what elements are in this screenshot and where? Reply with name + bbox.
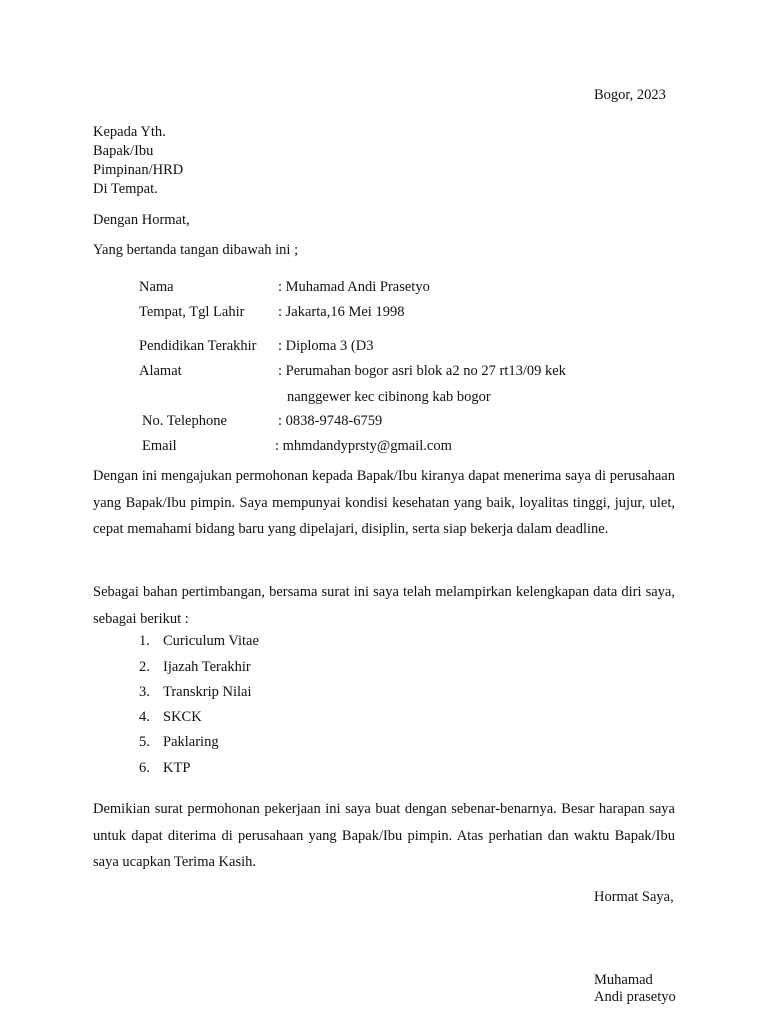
place-date: Bogor, 2023 (594, 87, 666, 103)
attachment-item-4: SKCK (163, 709, 202, 725)
education-value: : Diploma 3 (D3 (278, 338, 374, 354)
salutation: Dengan Hormat, (93, 212, 190, 228)
attachment-number-4: 4. (139, 709, 150, 725)
attachment-item-3: Transkrip Nilai (163, 684, 252, 700)
email-label: Email (142, 438, 177, 454)
closing-greeting: Hormat Saya, (594, 889, 674, 905)
paragraph-closing: Demikian surat permohonan pekerjaan ini saya buat dengan sebenar-benarnya. Besar harapan saya untuk dapat diterima di perusahaan yang Bapak/Ibu pimpin. Atas perhatian dan waktu Bapak/Ibu saya ucapkan Terima Kasih. (93, 801, 675, 870)
name-label: Nama (139, 279, 174, 295)
attachment-item-1: Curiculum Vitae (163, 633, 259, 649)
address-label: Alamat (139, 363, 182, 379)
birth-label: Tempat, Tgl Lahir (139, 304, 245, 320)
attachment-number-2: 2. (139, 659, 150, 675)
phone-value: : 0838-9748-6759 (278, 413, 383, 429)
attachment-number-6: 6. (139, 760, 150, 776)
attachment-number-5: 5. (139, 734, 150, 750)
attachment-item-6: KTP (163, 760, 191, 776)
attachment-number-1: 1. (139, 633, 150, 649)
intro-text: Yang bertanda tangan dibawah ini ; (93, 242, 299, 258)
recipient-line-4: Di Tempat. (93, 181, 158, 197)
paragraph-attachments-intro: Sebagai bahan pertimbangan, bersama surat ini saya telah melampirkan kelengkapan data diri saya, sebagai berikut : (93, 584, 675, 627)
attachment-item-5: Paklaring (163, 734, 219, 750)
paragraph-application: Dengan ini mengajukan permohonan kepada Bapak/Ibu kiranya dapat menerima saya di perusahaan yang Bapak/Ibu pimpin. Saya mempunyai kondisi kesehatan yang baik, loyalitas tinggi, jujur, ulet, cepat memahami bidang baru yang dipelajari, disiplin, serta siap bekerja dalam deadline. (93, 468, 675, 537)
email-value: : mhmdandyprsty@gmail.com (275, 438, 452, 454)
phone-label: No. Telephone (142, 413, 227, 429)
address-value-2: nanggewer kec cibinong kab bogor (287, 389, 491, 405)
education-label: Pendidikan Terakhir (139, 338, 257, 354)
address-value-1: : Perumahan bogor asri blok a2 no 27 rt13/09 kek (278, 363, 566, 379)
recipient-line-1: Kepada Yth. (93, 124, 166, 140)
attachment-number-3: 3. (139, 684, 150, 700)
recipient-line-2: Bapak/Ibu (93, 143, 154, 159)
recipient-line-3: Pimpinan/HRD (93, 162, 184, 178)
birth-value: : Jakarta,16 Mei 1998 (278, 304, 405, 320)
attachment-item-2: Ijazah Terakhir (163, 659, 251, 675)
signature-line-1: Muhamad (594, 972, 653, 988)
name-value: : Muhamad Andi Prasetyo (278, 279, 430, 295)
signature-line-2: Andi prasetyo (594, 989, 676, 1005)
